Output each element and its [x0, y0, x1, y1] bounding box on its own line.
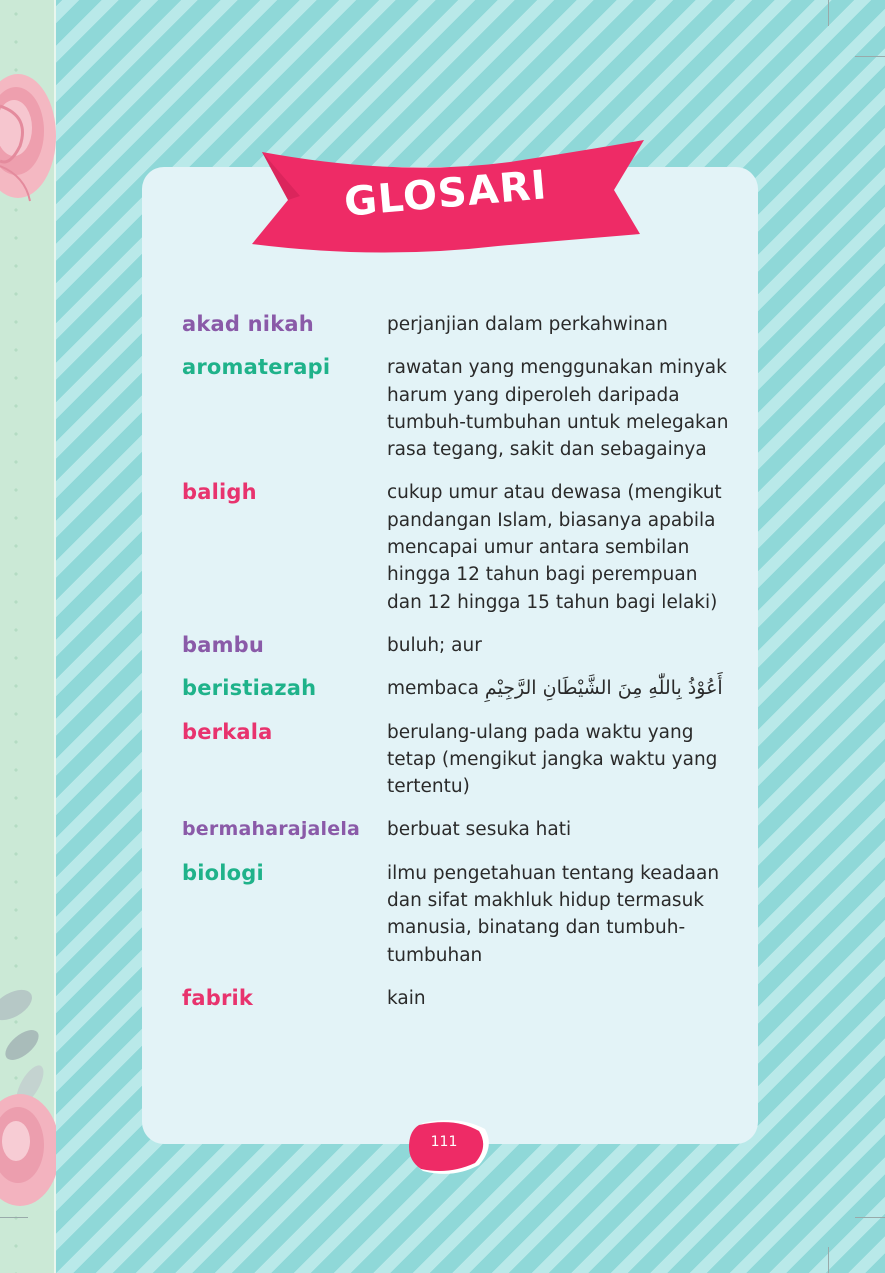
glossary-entry [182, 632, 742, 659]
glossary-entry [182, 479, 742, 615]
glossary-definition: cukup umur atau dewasa (mengikut pandangan Islam, biasanya apabila mencapai umur antara sembilan hingga 12 tahun bagi perempuan dan 12 hingga 15 tahun bagi lelaki) [387, 482, 722, 613]
glossary-term: beristiazah [182, 676, 317, 701]
glossary-term: baligh [182, 480, 257, 505]
glossary-definition: berulang-ulang pada waktu yang tetap (mengikut jangka waktu yang tertentu) [387, 721, 718, 798]
crop-mark [828, 0, 829, 26]
crop-mark [855, 56, 885, 57]
glossary-list [182, 311, 742, 1028]
glossary-entry [182, 675, 742, 702]
glossary-term: bermaharajalela [182, 818, 361, 841]
glossary-entry [182, 985, 742, 1012]
glossary-term: bambu [182, 632, 265, 657]
glossary-definition: perjanjian dalam perkahwinan [387, 314, 668, 335]
glossary-definition: buluh; aur [387, 634, 482, 656]
page-number: 111 [430, 1134, 458, 1150]
rose-top-illustration [0, 36, 56, 236]
glossary-entry [182, 719, 742, 801]
glossary-entry [182, 354, 742, 463]
glossary-definition [387, 675, 732, 702]
definition-text: membaca [387, 678, 480, 700]
glossary-term: berkala [182, 719, 273, 744]
glossary-entry [182, 311, 742, 338]
glossary-definition: rawatan yang menggunakan minyak harum yang diperoleh daripada tumbuh-tumbuhan untuk melegakan rasa tegang, sakit dan sebagainya [387, 357, 729, 461]
glossary-term: akad nikah [182, 312, 314, 336]
glossary-definition: berbuat sesuka hati [387, 819, 572, 841]
glossary-definition: kain [387, 987, 426, 1009]
page-title: GLOSARI [342, 162, 549, 226]
glossary-definition: ilmu pengetahuan tentang keadaan dan sifat makhluk hidup termasuk manusia, binatang dan tumbuh-tumbuhan [387, 862, 720, 966]
glossary-term: fabrik [182, 985, 254, 1010]
rose-bottom-illustration [0, 965, 56, 1225]
glossary-entry [182, 816, 742, 843]
glossary-term: biologi [182, 860, 264, 885]
arabic-phrase: أَعُوْذُ بِاللّٰهِ مِنَ الشَّيْطَانِ الرَّجِيْمِ [484, 677, 723, 700]
crop-mark [828, 1247, 829, 1273]
glossary-term: aromaterapi [182, 355, 331, 380]
glossary-entry [182, 860, 742, 969]
crop-mark [855, 1217, 885, 1218]
